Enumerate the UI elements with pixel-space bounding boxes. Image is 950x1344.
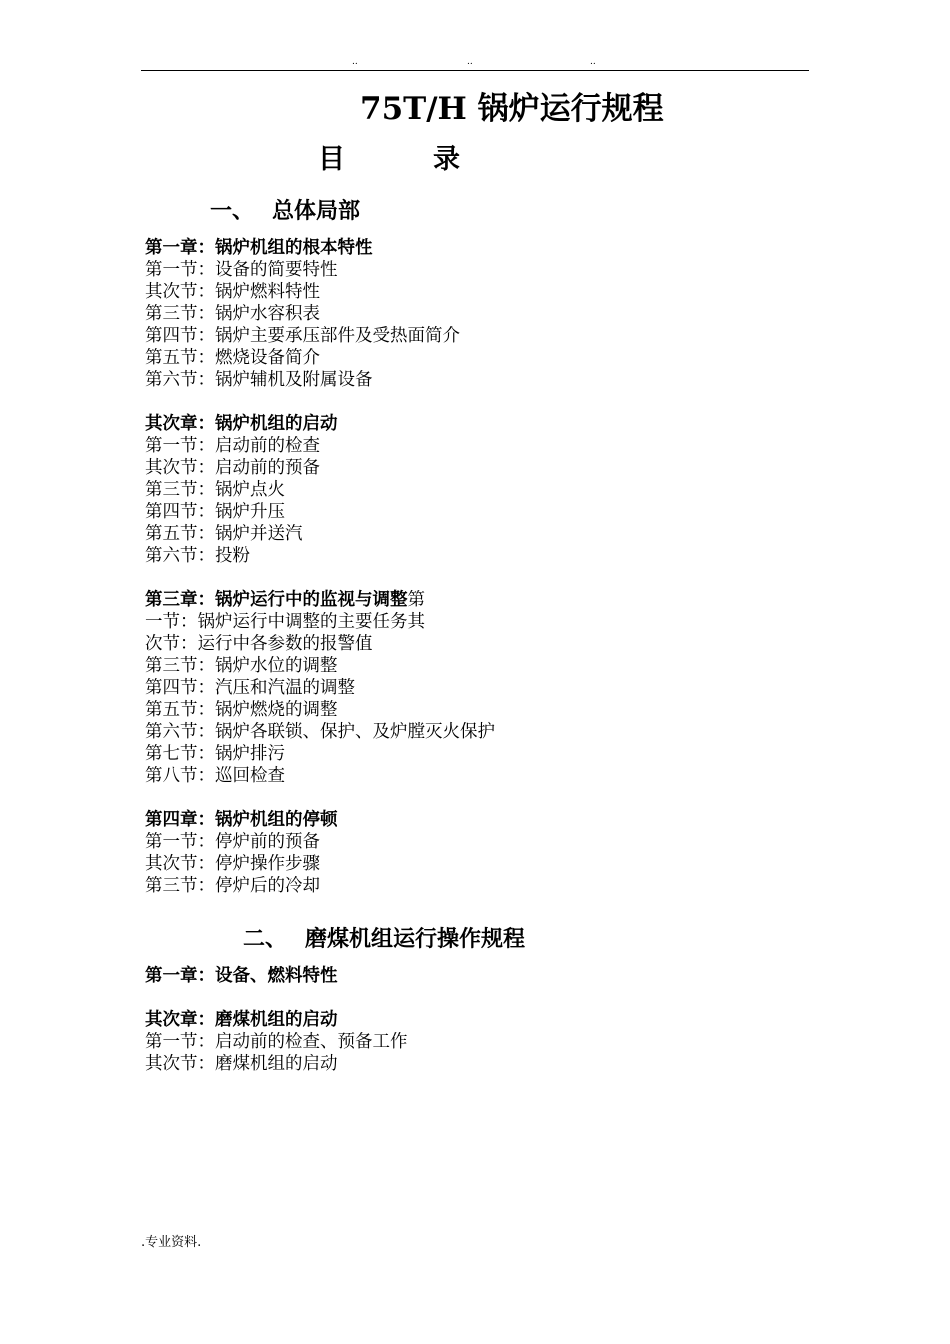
chapter-title: 第三章：锅炉运行中的监视与调整 [145, 590, 408, 610]
toc-item: 第五节：燃烧设备简介 [145, 348, 320, 368]
footer-note: .专业资料. [141, 1235, 202, 1250]
toc-item: 其次节：锅炉燃料特性 [145, 282, 320, 302]
toc-item: 第六节：锅炉各联锁、保护、及炉膛灭火保护 [145, 722, 495, 742]
header-rule [141, 70, 809, 71]
toc-item: 第一节：设备的简要特性 [145, 260, 338, 280]
chapter-title: 其次章：锅炉机组的启动 [145, 414, 338, 434]
part2-chapter2 [145, 1009, 408, 1075]
part1-chapter2 [145, 413, 338, 567]
chapter-title: 第四章：锅炉机组的停顿 [145, 810, 338, 830]
part-heading-2 [243, 924, 525, 954]
part-title: 磨煤机组运行操作规程 [305, 926, 526, 952]
toc-item: 第一节：启动前的检查 [145, 436, 320, 456]
toc-item: 第四节：锅炉升压 [145, 502, 285, 522]
toc-item: 第三节：锅炉水容积表 [145, 304, 320, 324]
chapter-title-tail: 第 [407, 590, 425, 610]
toc-item: 其次节：停炉操作步骤 [145, 854, 320, 874]
toc-item: 第三节：停炉后的冷却 [145, 876, 320, 896]
header-dot-2: .. [467, 57, 473, 67]
chapter-title: 第一章：设备、燃料特性 [145, 966, 338, 986]
toc-item: 第六节：投粉 [145, 546, 250, 566]
part1-chapter1 [145, 237, 460, 391]
toc-item: 第八节：巡回检查 [145, 766, 285, 786]
toc-item: 第四节：汽压和汽温的调整 [145, 678, 355, 698]
toc-item: 一节：锅炉运行中调整的主要任务其 [145, 612, 425, 632]
toc-item: 第七节：锅炉排污 [145, 744, 285, 764]
toc-heading-char-2: 录 [433, 144, 460, 175]
part2-chapter1 [145, 965, 338, 987]
toc-item: 第六节：锅炉辅机及附属设备 [145, 370, 373, 390]
toc-item: 第五节：锅炉燃烧的调整 [145, 700, 338, 720]
part-heading-1 [210, 196, 360, 226]
document-title: 75T/H 锅炉运行规程 [360, 91, 664, 127]
part1-chapter3 [145, 589, 495, 787]
toc-item: 其次节：启动前的预备 [145, 458, 320, 478]
toc-heading-char-1: 目 [318, 144, 345, 175]
toc-item: 第三节：锅炉水位的调整 [145, 656, 338, 676]
part-title: 总体局部 [272, 198, 361, 224]
header-dots [0, 56, 950, 68]
part-number: 二、 [243, 926, 288, 952]
chapter-title: 其次章：磨煤机组的启动 [145, 1010, 338, 1030]
toc-item: 其次节：磨煤机组的启动 [145, 1054, 338, 1074]
header-dot-1: .. [352, 57, 358, 67]
part1-chapter4 [145, 809, 338, 897]
toc-item: 第三节：锅炉点火 [145, 480, 285, 500]
toc-item: 第四节：锅炉主要承压部件及受热面简介 [145, 326, 460, 346]
toc-heading [318, 140, 460, 180]
chapter-title: 第一章：锅炉机组的根本特性 [145, 238, 373, 258]
toc-item: 第一节：停炉前的预备 [145, 832, 320, 852]
part-number: 一、 [210, 198, 255, 224]
toc-item: 第五节：锅炉并送汽 [145, 524, 303, 544]
toc-item: 第一节：启动前的检查、预备工作 [145, 1032, 408, 1052]
toc-item: 次节：运行中各参数的报警值 [145, 634, 373, 654]
header-dot-3: .. [590, 57, 596, 67]
